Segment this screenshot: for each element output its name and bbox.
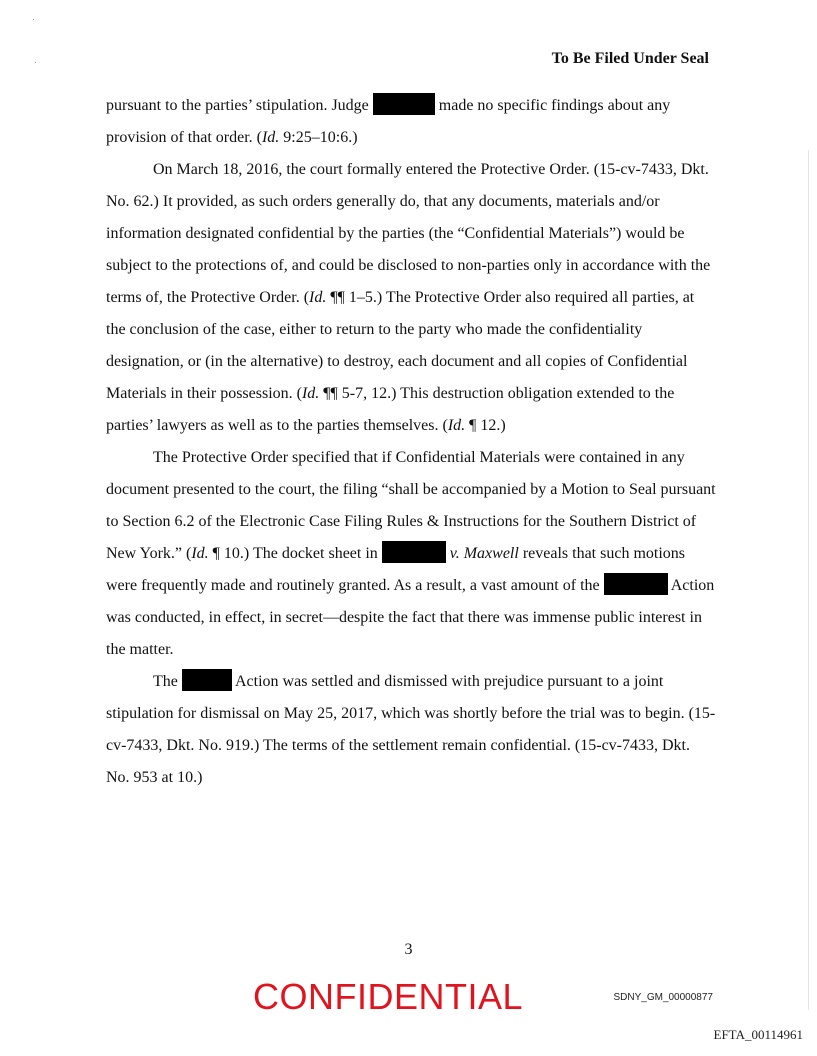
text: ¶ 12.) — [465, 417, 506, 434]
document-body — [106, 90, 716, 794]
efta-number: EFTA_00114961 — [713, 1027, 803, 1042]
text: Action was conducted, in effect, in secret—despite the fact that there was immense public interest in the matter. — [106, 577, 715, 658]
paragraph-4 — [106, 666, 716, 794]
citation: Id. — [301, 385, 320, 402]
text: ¶ 10.) The docket sheet in — [208, 545, 382, 562]
scan-speck — [33, 19, 34, 20]
redaction-block — [382, 541, 446, 563]
text: ¶¶ 5-7, 12.) This destruction obligation extended to the parties’ lawyers as well as to the parties themselves. ( — [106, 385, 675, 434]
paragraph-2 — [106, 154, 716, 442]
scan-speck — [35, 62, 36, 63]
text: 9:25–10:6.) — [279, 129, 358, 146]
page-number: 3 — [404, 941, 413, 958]
seal-notice: To Be Filed Under Seal — [551, 50, 709, 67]
text: pursuant to the parties’ stipulation. Judge — [106, 97, 373, 114]
citation: Id. — [309, 289, 327, 306]
text: Action was settled and dismissed with prejudice pursuant to a joint stipulation for dismissal on May 25, 2017, which was shortly before the trial was to begin. (15-cv-7433, Dkt. No. 919.) The terms of the settlement remain confidential. (15-cv-7433, Dkt. No. 953 at 10.) — [106, 673, 716, 786]
text: The — [153, 673, 182, 690]
text: On March 18, 2016, the court formally entered the Protective Order. (15-cv-7433, Dkt. No. 62.) It provided, as such orders generally do, that any documents, materials and/or information designated confidential by the parties (the “Confidential Materials”) would be subject to the protections of, and could be disclosed to non-parties only in accordance with the terms of, the Protective Order. ( — [106, 161, 711, 306]
scan-edge — [808, 150, 809, 1010]
text: The Protective Order specified that if Confidential Materials were contained in any document presented to the court, the filing “shall be accompanied by a Motion to Seal pursuant to Section 6.2 of the Electronic Case Filing Rules & Instructions for the Southern District of New York.” ( — [106, 449, 716, 562]
text: made no specific findings about any provision of that order. ( — [106, 97, 671, 146]
text: reveals that such motions were frequently made and routinely granted. As a result, a vast amount of the — [106, 545, 685, 594]
redaction-block — [604, 573, 668, 595]
redaction-block — [182, 669, 232, 691]
text: ¶¶ 1–5.) The Protective Order also required all parties, at the conclusion of the case, either to return to the party who made the confidentiality designation, or (in the alternative) to destroy, each document and all copies of Confidential Materials in their possession. ( — [106, 289, 695, 402]
redaction-block — [373, 93, 435, 115]
bates-number: SDNY_GM_00000877 — [613, 992, 713, 1003]
citation: Id. — [447, 417, 466, 434]
case-name: v. Maxwell — [445, 545, 519, 562]
citation: Id. — [261, 129, 280, 146]
paragraph-3 — [106, 442, 716, 666]
confidential-stamp: CONFIDENTIAL — [253, 976, 524, 1017]
citation: Id. — [191, 545, 209, 562]
paragraph-1 — [106, 90, 716, 154]
